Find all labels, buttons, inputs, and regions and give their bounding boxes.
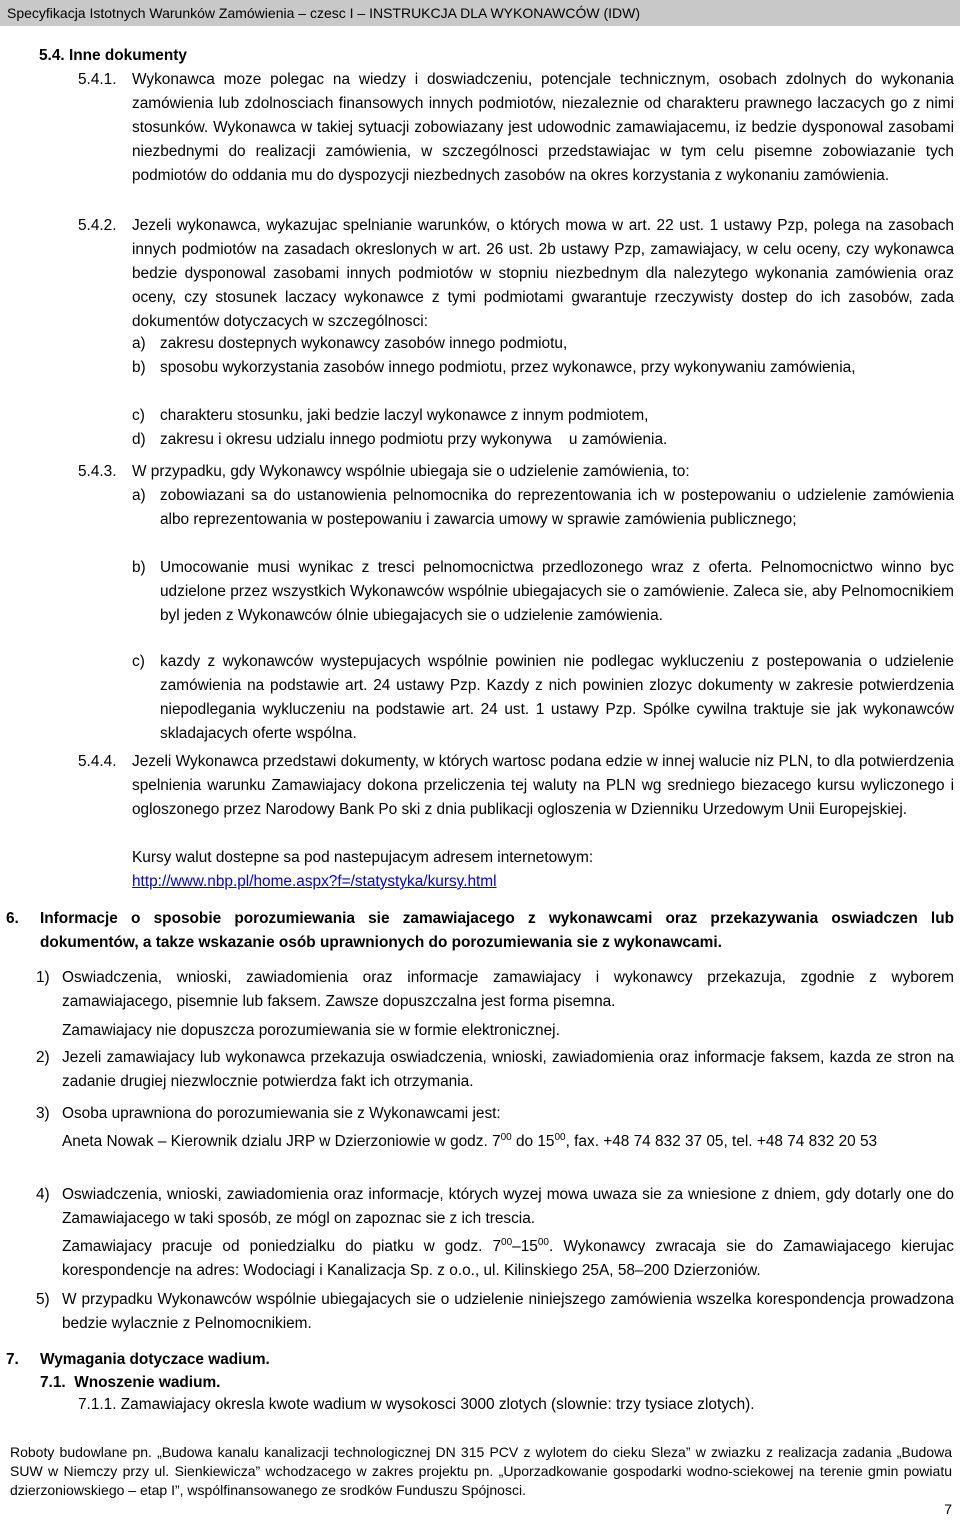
list-item: Oswiadczenia, wnioski, zawiadomienia oraz informacje zamawiajacy i wykonawcy przekazuja, zgodnie z wyborem zamawiajacego, pisemnie lub faksem. Zawsze dopuszczalna jest forma pisemna. (62, 969, 954, 1010)
para-7-1-1: 7.1.1. Zamawiajacy okresla kwote wadium w wysokosci 3000 zlotych (slownie: trzy tysiace zlotych). (78, 1396, 755, 1413)
para-number: 5.4.1. (78, 71, 117, 88)
list-item: zobowiazani sa do ustanowienia pelnomocnika do reprezentowania ich w postepowaniu o udzielenie zamówienia albo reprezentowania w postepowaniu i zawarcia umowy w sprawie zamówienia publicznego; (160, 487, 954, 528)
section-6-heading: Informacje o sposobie porozumiewania sie zamawiajacego z wykonawcami oraz przekazywania oswiadczen lub dokumentów, a takze wskazanie osób uprawnionych do porozumiewania sie z wykonawcami. (40, 910, 954, 951)
section-7-heading: Wymagania dotyczace wadium. (40, 1351, 270, 1368)
document-header: Specyfikacja Istotnych Warunków Zamówienia – czesc I – INSTRUKCJA DLA WYKONAWCÓW (IDW) (0, 0, 960, 26)
list-number: 3) (36, 1105, 50, 1122)
list-number: 5) (36, 1291, 50, 1308)
para-number: 5.4.4. (78, 753, 117, 770)
section-number: 7. (6, 1351, 19, 1368)
para-number: 5.4.2. (78, 217, 117, 234)
list-item: sposobu wykorzystania zasobów innego podmiotu, przez wykonawce, przy wykonywaniu zamówienia, (160, 359, 856, 376)
contact-person: Aneta Nowak – Kierownik dzialu JRP w Dzierzoniowie w godz. $7^{00}$ do $15^{00}$, fax. +48 74 832 37 05, tel. +48 74 832 20 53 (62, 1132, 878, 1150)
section-7-1-heading: 7.1. Wnoszenie wadium. (40, 1374, 221, 1391)
page-number: 7 (944, 1501, 952, 1517)
list-item: charakteru stosunku, jaki bedzie laczyl wykonawce z innym podmiotem, (160, 407, 649, 424)
list-letter: d) (132, 431, 146, 448)
list-letter: b) (132, 559, 146, 576)
exchange-rates-note: Kursy walut dostepne sa pod nastepujacym adresem internetowym: (132, 849, 594, 866)
list-number: 1) (36, 969, 50, 986)
para-number: 5.4.3. (78, 463, 117, 480)
nbp-link[interactable]: http://www.nbp.pl/home.aspx?f=/statystyka/kursy.html (132, 873, 497, 890)
para-5-4-3: W przypadku, gdy Wykonawcy wspólnie ubiegaja sie o udzielenie zamówienia, to: (132, 463, 690, 480)
list-item: Osoba uprawniona do porozumiewania sie z Wykonawcami jest: (62, 1105, 501, 1122)
list-item: Umocowanie musi wynikac z tresci pelnomocnictwa przedlozonego wraz z oferta. Pelnomocnictwo winno byc udzielone przez wszystkich Wykonawców wspólnie ubiegajacych sie o zamówienie. Zaleca sie, aby Pelnomocnikiem byl jeden z Wykonawców ólnie ubiegajacych sie o udzielenie zamówienia. (160, 559, 954, 624)
para-5-4-4: Jezeli Wykonawca przedstawi dokumenty, w których wartosc podana edzie w innej walucie niz PLN, to dla potwierdzenia spelnienia warunku Zamawiajacy dokona przeliczenia tej waluty na PLN wg sredniego biezacego kursu wyliczonego i ogloszonego przez Narodowy Bank Po ski z dnia publikacji ogloszenia w Dzienniku Urzedowym Unii Europejskiej. (132, 753, 954, 818)
para-5-4-2: Jezeli wykonawca, wykazujac spelnianie warunków, o których mowa w art. 22 ust. 1 ustawy Pzp, polega na zasobach innych podmiotów na zasadach okreslonych w art. 26 ust. 2b ustawy Pzp, zamawiajacy, w celu oceny, czy wykonawca bedzie dysponowal zasobami innych podmiotów w stopniu niezbednym dla nalezytego wykonania zamówienia oraz oceny, czy stosunek laczacy wykonawce z tymi podmiotami gwarantuje rzeczywisty dostep do ich zasobów, zada dokumentów dotyczacych w szczególnosci: (132, 217, 954, 330)
list-item: zakresu dostepnych wykonawcy zasobów innego podmiotu, (160, 335, 568, 352)
office-hours: Zamawiajacy pracuje od poniedzialku do piatku w godz. $7^{00}-15^{00}$. Wykonawcy zwracaja sie do Zamawiajacego kierujac korespondencje na adres: Wodociagi i Kanalizacja Sp. z o.o., ul. Kilinskiego 25A, 58–200 Dzierzoniów. (62, 1237, 954, 1279)
list-number: 2) (36, 1049, 50, 1066)
list-letter: c) (132, 407, 145, 424)
list-item: W przypadku Wykonawców wspólnie ubiegajacych sie o udzielenie niniejszego zamówienia wszelka korespondencja prowadzona bedzie wylacznie z Pelnomocnikiem. (62, 1291, 954, 1332)
list-item: kazdy z wykonawców wystepujacych wspólnie powinien nie podlegac wykluczeniu z postepowania o udzielenie zamówienia na podstawie art. 24 ustawy Pzp. Kazdy z nich powinien zlozyc dokumenty w zakresie potwierdzenia niepodlegania wykluczeniu na podstawie art. 24 ust. 1 ustawy Pzp. Spólke cywilna traktuje sie jak wykonawców skladajacych oferte wspólna. (160, 653, 954, 742)
list-item-extra: Zamawiajacy nie dopuszcza porozumiewania sie w formie elektronicznej. (62, 1022, 560, 1039)
footer-text: Roboty budowlane pn. „Budowa kanalu kanalizacji technologicznej DN 315 PCV z wylotem do cieku Sleza” w zwiazku z realizacja zadania „Budowa SUW w Niemczy przy ul. Sienkiewicza” wchodzacego w zakres projektu pn. „Uporzadkowanie gospodarki wodno-sciekowej na terenie gmin powiatu dzierzoniowskiego – etap I”, wspólfinansowanego ze srodków Funduszu Spójnosci. (10, 1444, 952, 1498)
para-5-4-1: Wykonawca moze polegac na wiedzy i doswiadczeniu, potencjale technicznym, osobach zdolnych do wykonania zamówienia lub zdolnosciach finansowych innych podmiotów, niezaleznie od charakteru prawnego laczacych go z nimi stosunków. Wykonawca w takiej sytuacji zobowiazany jest udowodnic zamawiajacemu, iz bedzie dysponowal zasobami niezbednymi do realizacji zamówienia, w szczególnosci przedstawiajac w tym celu pisemne zobowiazanie tych podmiotów do oddania mu do dyspozycji niezbednych zasobów na okres korzystania z wykonaniu zamówienia. (132, 71, 954, 184)
section-5-4-heading: 5.4. Inne dokumenty (39, 47, 187, 64)
list-letter: a) (132, 487, 146, 504)
list-item: zakresu i okresu udzialu innego podmiotu przy wykonywa u zamówienia. (160, 431, 668, 448)
list-letter: a) (132, 335, 146, 352)
list-letter: b) (132, 359, 146, 376)
list-letter: c) (132, 653, 145, 670)
list-item: Jezeli zamawiajacy lub wykonawca przekazuja oswiadczenia, wnioski, zawiadomienia oraz informacje faksem, kazda ze stron na zadanie drugiej niezwlocznie potwierdza fakt ich otrzymania. (62, 1049, 954, 1090)
list-item: Oswiadczenia, wnioski, zawiadomienia oraz informacje, których wyzej mowa uwaza sie za wniesione z dniem, gdy dotarly one do Zamawiajacego w taki sposób, ze mógl on zapoznac sie z ich trescia. (62, 1186, 954, 1227)
section-number: 6. (6, 910, 19, 927)
list-number: 4) (36, 1186, 50, 1203)
